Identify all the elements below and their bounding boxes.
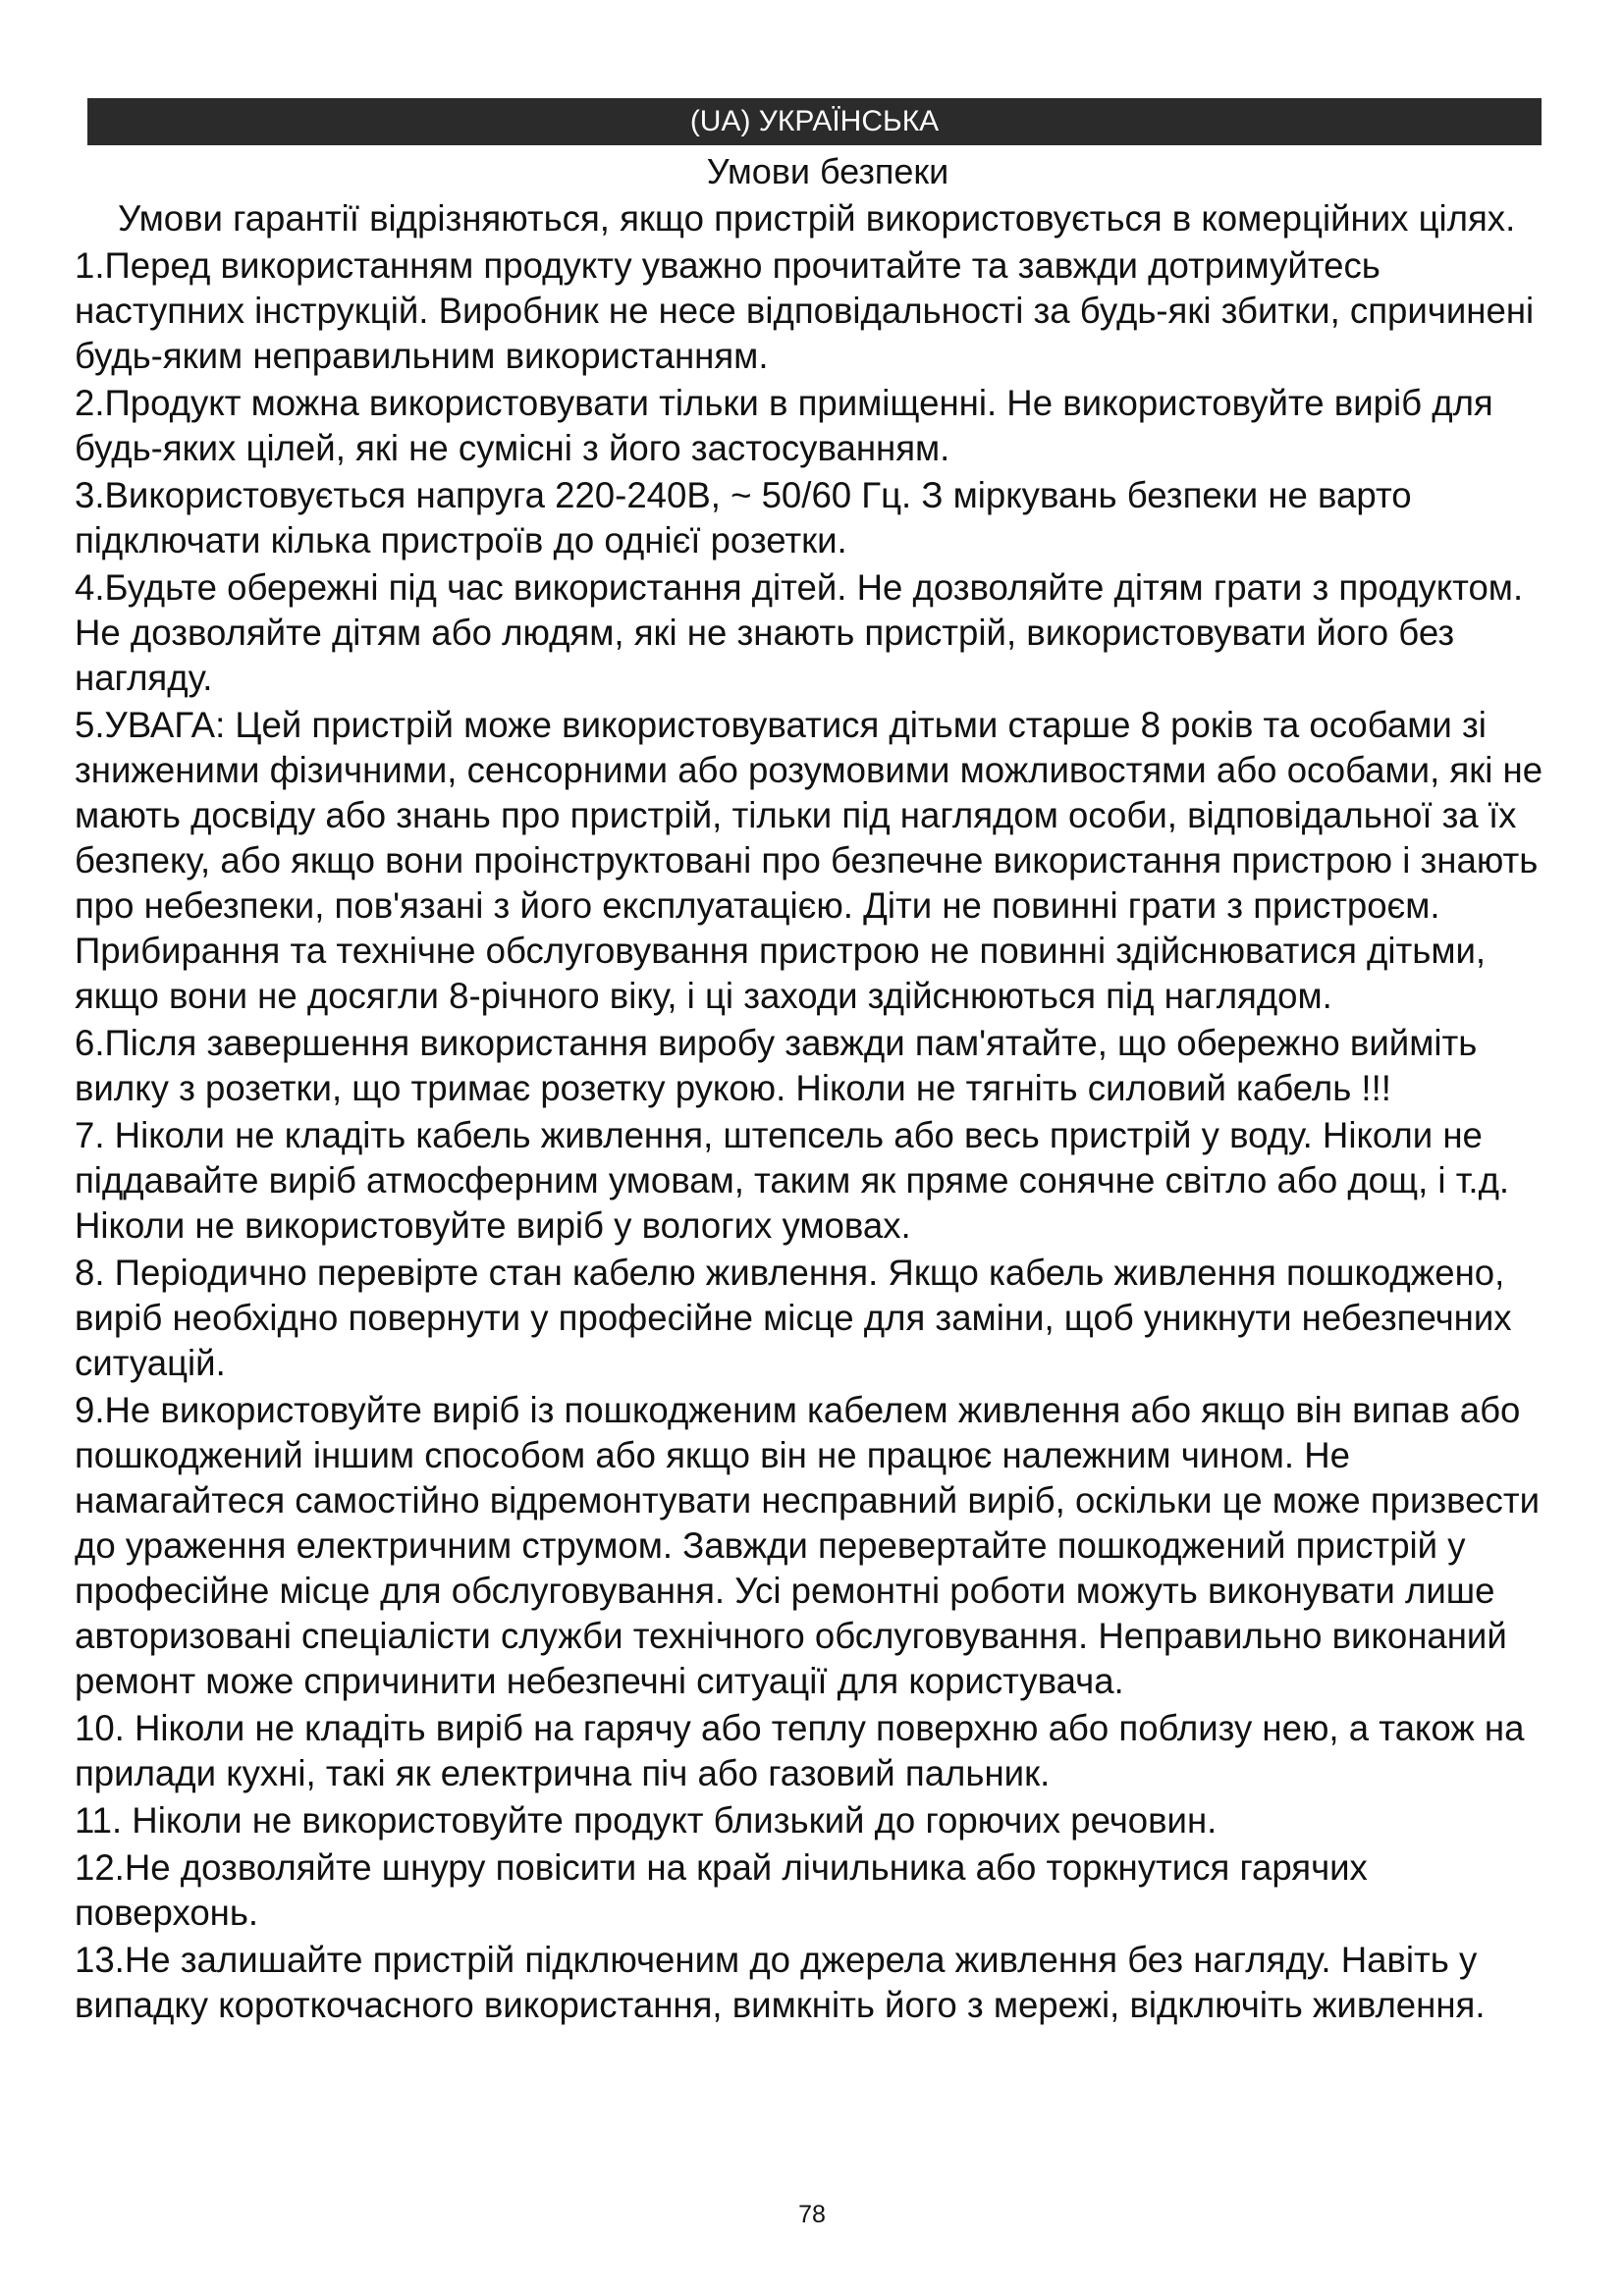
- language-label: (UA) УКРАЇНСЬКА: [689, 105, 940, 137]
- page-number: 78: [798, 2201, 826, 2228]
- safety-item-7: 7. Ніколи не кладіть кабель живлення, штепсель або весь пристрій у воду. Ніколи не піддавайте виріб атмосферним умовам, таким як пряме сонячне світло або дощ, і т.д. Ніколи не використовуйте виріб у вологих умовах.: [75, 1115, 1510, 1246]
- safety-item-9: 9.Не використовуйте виріб із пошкодженим кабелем живлення або якщо він випав або пошкоджений іншим способом або якщо він не працює належним чином. Не намагайтеся самостійно відремонтувати несправний виріб, оскільки це може призвести до ураження електричним струмом. Завжди перевертайте пошкоджений пристрій у професійне місце для обслуговування. Усі ремонтні роботи можуть виконувати лише авторизовані спеціалісти служби технічного обслуговування. Неправильно виконаний ремонт може спричинити небезпечні ситуації для користувача.: [75, 1390, 1541, 1701]
- safety-item-11: 11. Ніколи не використовуйте продукт близький до горючих речовин.: [75, 1800, 1218, 1841]
- safety-item-5: 5.УВАГА: Цей пристрій може використовуватися дітьми старше 8 років та особами зі зниженими фізичними, сенсорними або розумовими можливостями або особами, які не мають досвіду або знань про пристрій, тільки під наглядом особи, відповідальної за їх безпеку, або якщо вони проінструктовані про безпечне використання пристрою і знають про небезпеки, пов'язані з його експлуатацією. Діти не повинні грати з пристроєм. Прибирання та технічне обслуговування пристрою не повинні здійснюватися дітьми, якщо вони не досягли 8-річного віку, і ці заходи здійснюються під наглядом.: [75, 705, 1543, 1016]
- safety-item-1: 1.Перед використанням продукту уважно прочитайте та завжди дотримуйтесь наступних інструкцій. Виробник не несе відповідальності за будь-які збитки, спричинені будь-яким неправильним використанням.: [75, 245, 1535, 376]
- safety-section: [75, 149, 1557, 2030]
- safety-item-2: 2.Продукт можна використовувати тільки в приміщенні. Не використовуйте виріб для будь-яких цілей, які не сумісні з його застосуванням.: [75, 383, 1493, 468]
- warranty-intro: Умови гарантії відрізняються, якщо пристрій використовується в комерційних цілях.: [118, 198, 1516, 239]
- safety-item-10: 10. Ніколи не кладіть виріб на гарячу або теплу поверхню або поблизу нею, а також на прилади кухні, такі як електрична піч або газовий пальник.: [75, 1708, 1525, 1793]
- safety-item-8: 8. Періодично перевірте стан кабелю живлення. Якщо кабель живлення пошкоджено, виріб необхідно повернути у професійне місце для заміни, щоб уникнути небезпечних ситуацій.: [75, 1253, 1512, 1383]
- safety-item-6: 6.Після завершення використання виробу завжди пам'ятайте, що обережно вийміть вилку з розетки, що тримає розетку рукою. Ніколи не тягніть силовий кабель !!!: [75, 1023, 1478, 1108]
- language-header-bar: [87, 98, 1542, 145]
- safety-item-13: 13.Не залишайте пристрій підключеним до джерела живлення без нагляду. Навіть у випадку короткочасного використання, вимкніть його з мережі, відключіть живлення.: [75, 1940, 1486, 2025]
- safety-item-12: 12.Не дозволяйте шнуру повісити на край лічильника або торкнутися гарячих поверхонь.: [75, 1847, 1368, 1933]
- section-title: Умови безпеки: [706, 151, 949, 191]
- safety-item-4: 4.Будьте обережні під час використання дітей. Не дозволяйте дітям грати з продуктом. Не дозволяйте дітям або людям, які не знають пристрій, використовувати його без нагляду.: [75, 567, 1524, 698]
- safety-item-3: 3.Використовується напруга 220-240В, ~ 50/60 Гц. З міркувань безпеки не варто підключати кілька пристроїв до однієї розетки.: [75, 475, 1412, 561]
